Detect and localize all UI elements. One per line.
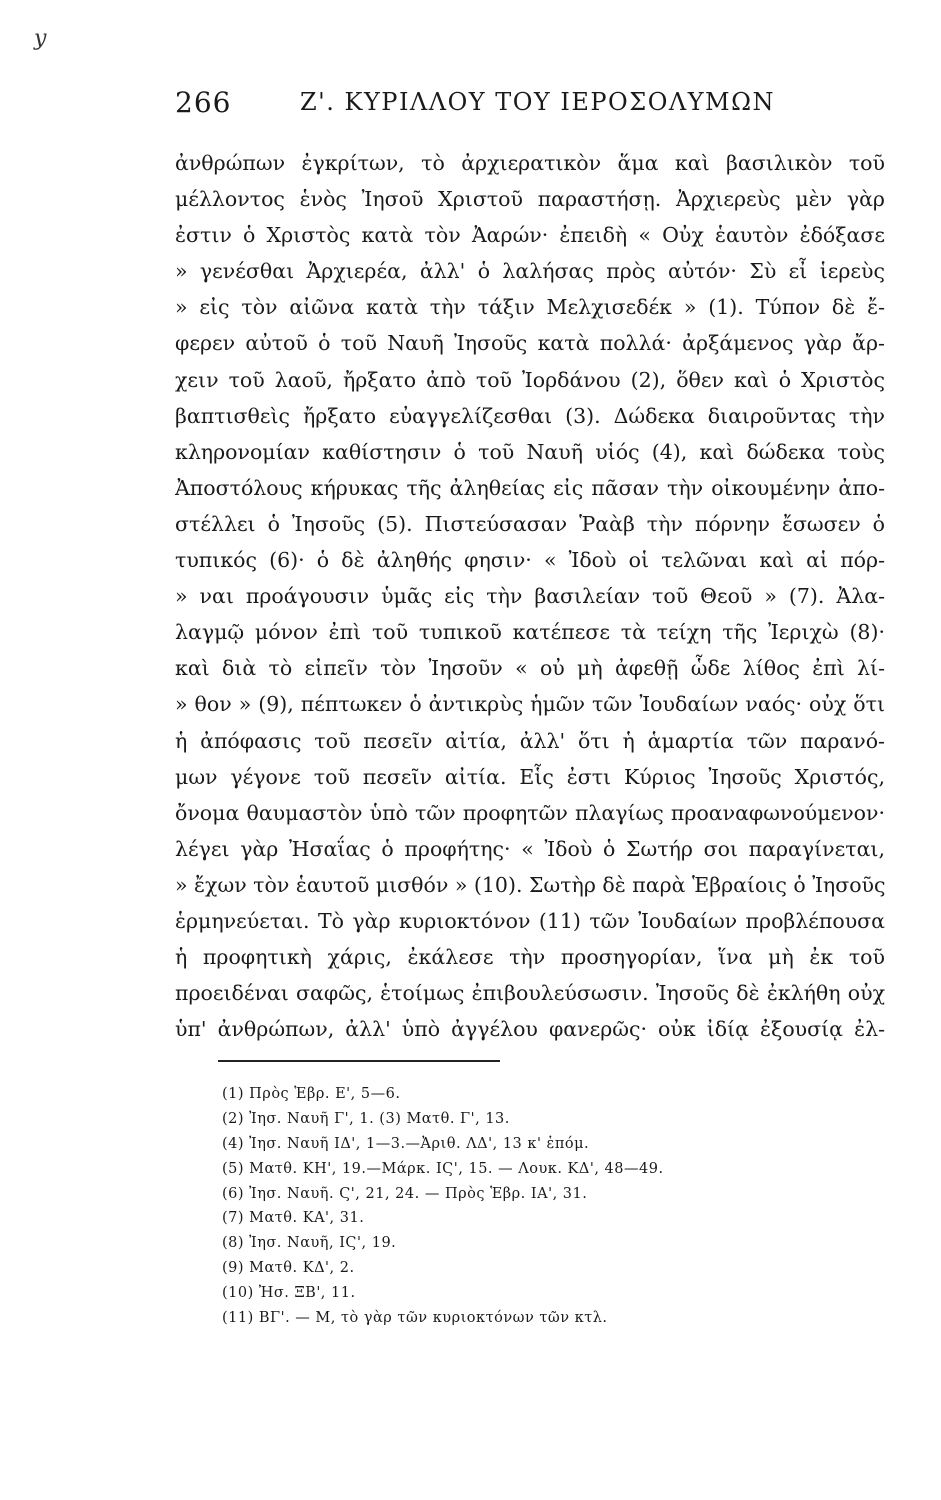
footnote: (6) Ἰησ. Ναυῆ. Ϛ', 21, 24. — Πρὸς Ἑβρ. ΙΑ', 31. bbox=[222, 1185, 588, 1202]
text-line: χειν τοῦ λαοῦ, ἤρξατο ἀπὸ τοῦ Ἰορδάνου (2), ὅθεν καὶ ὁ Χριστὸς bbox=[175, 367, 885, 392]
text-line: Ἀποστόλους κήρυκας τῆς ἀληθείας εἰς πᾶσαν τὴν οἰκουμένην ἀπο- bbox=[175, 475, 885, 500]
text-line: βαπτισθεὶς ἤρξατο εὐαγγελίζεσθαι (3). Δώδεκα διαιροῦντας τὴν bbox=[175, 403, 885, 428]
text-line: ἡ ἀπόφασις τοῦ πεσεῖν αἰτία, ἀλλ' ὅτι ἡ ἁμαρτία τῶν παρανό- bbox=[175, 728, 885, 753]
text-line: » θον » (9), πέπτωκεν ὁ ἀντικρὺς ἡμῶν τῶν Ἰουδαίων ναός· οὐχ ὅτι bbox=[175, 692, 885, 717]
running-title: Ζ'. ΚΥΡΙΛΛΟΥ ΤΟΥ ΙΕΡΟΣΟΛΥΜΩΝ bbox=[300, 88, 776, 116]
text-line: λέγει γὰρ Ἠσαΐας ὁ προφήτης· « Ἰδοὺ ὁ Σωτήρ σοι παραγίνεται, bbox=[175, 836, 885, 861]
footnote: (2) Ἰησ. Ναυῆ Γ', 1. (3) Ματθ. Γ', 13. bbox=[222, 1110, 510, 1127]
text-line: κληρονομίαν καθίστησιν ὁ τοῦ Ναυῆ υἱός (4), καὶ δώδεκα τοὺς bbox=[175, 439, 885, 464]
text-line: ἐστιν ὁ Χριστὸς κατὰ τὸν Ἀαρών· ἐπειδὴ « Οὐχ ἑαυτὸν ἐδόξασε bbox=[175, 223, 885, 248]
footnote: (1) Πρὸς Ἑβρ. Ε', 5—6. bbox=[222, 1086, 401, 1102]
footnotes bbox=[222, 1082, 822, 1331]
footnote: (4) Ἰησ. Ναυῆ ΙΔ', 1—3.—Ἀριθ. ΛΔ', 13 κ' ἑπόμ. bbox=[222, 1135, 590, 1152]
text-line: καὶ διὰ τὸ εἰπεῖν τὸν Ἰησοῦν « οὐ μὴ ἀφεθῇ ὧδε λίθος ἐπὶ λί- bbox=[175, 656, 885, 681]
footnote: (8) Ἰησ. Ναυῆ, ΙϚ', 19. bbox=[222, 1235, 397, 1252]
text-line: προειδέναι σαφῶς, ἑτοίμως ἐπιβουλεύσωσιν. Ἰησοῦς δὲ ἐκλήθη οὐχ bbox=[175, 981, 885, 1006]
text-line: ὄνομα θαυμαστὸν ὑπὸ τῶν προφητῶν πλαγίως προαναφωνούμενον· bbox=[175, 800, 885, 825]
text-line: τυπικός (6)· ὁ δὲ ἀληθής φησιν· « Ἰδοὺ οἱ τελῶναι καὶ αἱ πόρ- bbox=[175, 548, 885, 573]
text-line: ἀνθρώπων ἐγκρίτων, τὸ ἀρχιερατικὸν ἅμα καὶ βασιλικὸν τοῦ bbox=[175, 151, 885, 175]
text-line: μων γέγονε τοῦ πεσεῖν αἰτία. Εἷς ἐστι Κύριος Ἰησοῦς Χριστός, bbox=[175, 764, 885, 789]
text-line: μέλλοντος ἑνὸς Ἰησοῦ Χριστοῦ παραστήσῃ. Ἀρχιερεὺς μὲν γὰρ bbox=[175, 187, 885, 212]
text-line: ὑπ' ἀνθρώπων, ἀλλ' ὑπὸ ἀγγέλου φανερῶς· οὐκ ἰδίᾳ ἐξουσίᾳ ἐλ- bbox=[175, 1017, 885, 1042]
footnote: (5) Ματθ. ΚΗ', 19.—Μάρκ. ΙϚ', 15. — Λουκ. ΚΔ', 48—49. bbox=[222, 1160, 664, 1177]
footnote: (11) ΒΓ'. — Μ, τὸ γὰρ τῶν κυριοκτόνων τῶν κτλ. bbox=[222, 1310, 608, 1327]
body-text bbox=[175, 145, 885, 1047]
text-line: λαγμῷ μόνον ἐπὶ τοῦ τυπικοῦ κατέπεσε τὰ τείχη τῆς Ἰεριχὼ (8)· bbox=[175, 620, 885, 645]
text-line: φερεν αὐτοῦ ὁ τοῦ Ναυῆ Ἰησοῦς κατὰ πολλά· ἀρξάμενος γὰρ ἄρ- bbox=[175, 331, 885, 356]
footnote: (9) Ματθ. ΚΔ', 2. bbox=[222, 1260, 355, 1277]
text-line: ἑρμηνεύεται. Τὸ γὰρ κυριοκτόνον (11) τῶν Ἰουδαίων προβλέπουσα bbox=[175, 908, 885, 933]
footnote: (7) Ματθ. ΚΑ', 31. bbox=[222, 1210, 365, 1227]
footnote-separator-rule bbox=[218, 1060, 500, 1062]
text-line: » ναι προάγουσιν ὑμᾶς εἰς τὴν βασιλείαν τοῦ Θεοῦ » (7). Ἀλα- bbox=[175, 584, 885, 609]
text-line: ἡ προφητικὴ χάρις, ἐκάλεσε τὴν προσηγορίαν, ἵνα μὴ ἐκ τοῦ bbox=[175, 945, 885, 970]
text-line: » γενέσθαι Ἀρχιερέα, ἀλλ' ὁ λαλήσας πρὸς αὐτόν· Σὺ εἶ ἱερεὺς bbox=[175, 259, 885, 284]
footnote: (10) Ἠσ. ΞΒ', 11. bbox=[222, 1285, 356, 1302]
page-number: 266 bbox=[175, 86, 232, 119]
corner-pencil-mark: y bbox=[34, 26, 47, 51]
text-line: στέλλει ὁ Ἰησοῦς (5). Πιστεύσασαν Ῥαὰβ τὴν πόρνην ἔσωσεν ὁ bbox=[175, 511, 885, 536]
text-line: » ἔχων τὸν ἑαυτοῦ μισθόν » (10). Σωτὴρ δὲ παρὰ Ἑβραίοις ὁ Ἰησοῦς bbox=[175, 872, 885, 897]
text-line: » εἰς τὸν αἰῶνα κατὰ τὴν τάξιν Μελχισεδέκ » (1). Τύπον δὲ ἔ- bbox=[175, 295, 885, 320]
running-header bbox=[175, 86, 875, 126]
